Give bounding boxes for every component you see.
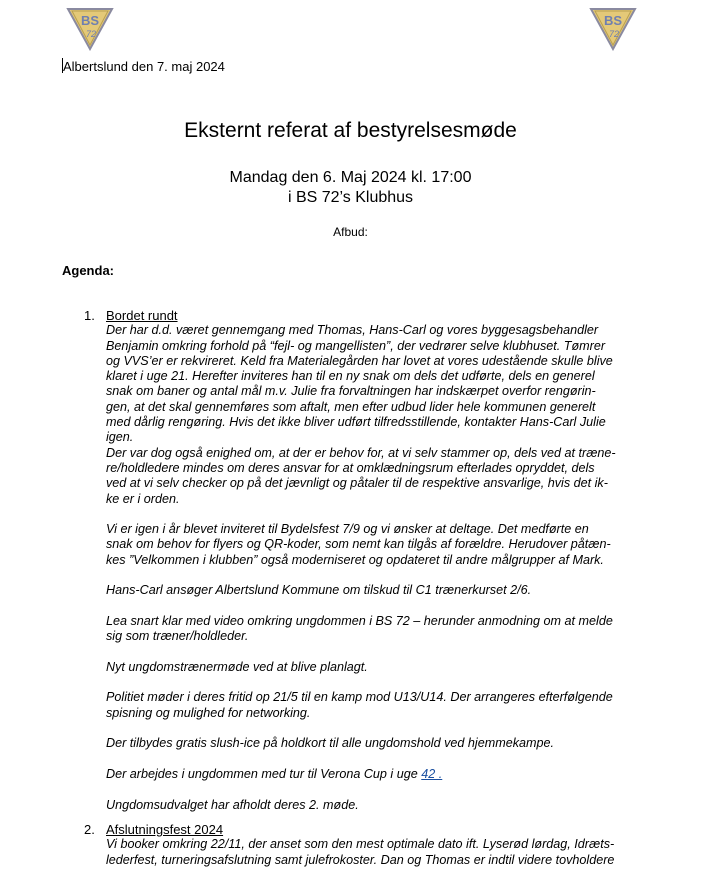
item-heading: Afslutningsfest 2024 bbox=[106, 822, 224, 837]
date-text: Albertslund den 7. maj 2024 bbox=[63, 59, 225, 74]
paragraph-party-date: Vi booker omkring 22/11, der anset som den mest optimale dato ift. Lyserød lørdag, Idræts- lederfest, turneringsafslutning samt julefrokoster. Dan og Thomas er indtil videre tovholdere bbox=[106, 837, 615, 867]
agenda-item-1 bbox=[84, 308, 644, 813]
svg-text:BS: BS bbox=[603, 13, 623, 28]
paragraph-police-match: Politiet møder i deres fritid op 21/5 til en kamp mod U13/U14. Der arrangeres efterfølgende spisning og mulighed for networking. bbox=[106, 690, 613, 720]
date-line[interactable] bbox=[62, 58, 225, 75]
svg-text:72: 72 bbox=[85, 29, 97, 39]
agenda-heading: Agenda: bbox=[62, 263, 114, 278]
agenda-item-2 bbox=[84, 822, 644, 868]
club-logo-right bbox=[589, 7, 637, 51]
meeting-datetime: Mandag den 6. Maj 2024 kl. 17:00 bbox=[229, 169, 472, 186]
paragraph-video: Lea snart klar med video omkring ungdommen i BS 72 – herunder anmodning om at melde sig som træner/holdleder. bbox=[106, 613, 613, 644]
paragraph-facilities: Der har d.d. været gennemgang med Thomas, Hans-Carl og vores byggesagsbehandler Benjamin omkring forhold på “fejl- og mangellisten”, der vedrører selve klubhuset. Tømrer og VVS’er er rekvireret. Keld fra Materialegården har lovet at vores udestående skulle blive klaret i uge 21. Herefter inviteres han til en ny snak om dels det udførte, dels en generel snak om baner og antal mål m.v. Julie fra forvaltningen har indskærpet overfor rengørin- gen, at det skal gennemføres som aftalt, men efter udbud lider hele kommunen generelt med dårlig rengøring. Hvis det ikke bliver udført tilfredsstillende, kontakter Hans-Carl Julie igen. Der var dog også enighed om, at der er behov for, at vi selv stammer op, dels ved at træne- re/holdledere mindes om deres ansvar for at omklædningsrum efterlades opryddet, dels ved at vi selv checker op på det jævnligt og påtaler til de respektive ansvarlige, hvis det ik- ke er i orden. bbox=[106, 323, 616, 506]
week-link[interactable]: 42 . bbox=[421, 766, 443, 781]
paragraph-coach-meeting: Nyt ungdomstrænermøde ved at blive planlagt. bbox=[106, 659, 368, 674]
paragraph-slush-ice: Der tilbydes gratis slush-ice på holdkort til alle ungdomshold ved hjemmekampe. bbox=[106, 736, 554, 751]
club-logo-left bbox=[66, 7, 114, 51]
paragraph-bydelsfest: Vi er igen i år blevet inviteret til Bydelsfest 7/9 og vi ønsker at deltage. Det medførte en snak om behov for flyers og QR-koder, som nemt kan tilgås af forældre. Herudover påtæn- kes ”Velkommen i klubben” også moderniseret og opdateret til andre målgrupper af Mark. bbox=[106, 522, 611, 567]
item-heading: Bordet rundt bbox=[106, 308, 178, 323]
item-number: 2. bbox=[84, 822, 95, 837]
absent-label: Afbud: bbox=[333, 225, 368, 239]
meeting-location: i BS 72’s Klubhus bbox=[287, 189, 414, 206]
item-number: 1. bbox=[84, 308, 95, 323]
svg-text:BS: BS bbox=[80, 13, 100, 28]
paragraph-youth-committee: Ungdomsudvalget har afholdt deres 2. møde. bbox=[106, 797, 359, 812]
document-title: Eksternt referat af bestyrelsesmøde bbox=[184, 119, 517, 142]
svg-text:72: 72 bbox=[608, 29, 620, 39]
paragraph-c1-course: Hans-Carl ansøger Albertslund Kommune om tilskud til C1 trænerkurset 2/6. bbox=[106, 583, 532, 598]
paragraph-verona-cup: Der arbejdes i ungdommen med tur til Verona Cup i uge 42 . bbox=[106, 766, 443, 781]
